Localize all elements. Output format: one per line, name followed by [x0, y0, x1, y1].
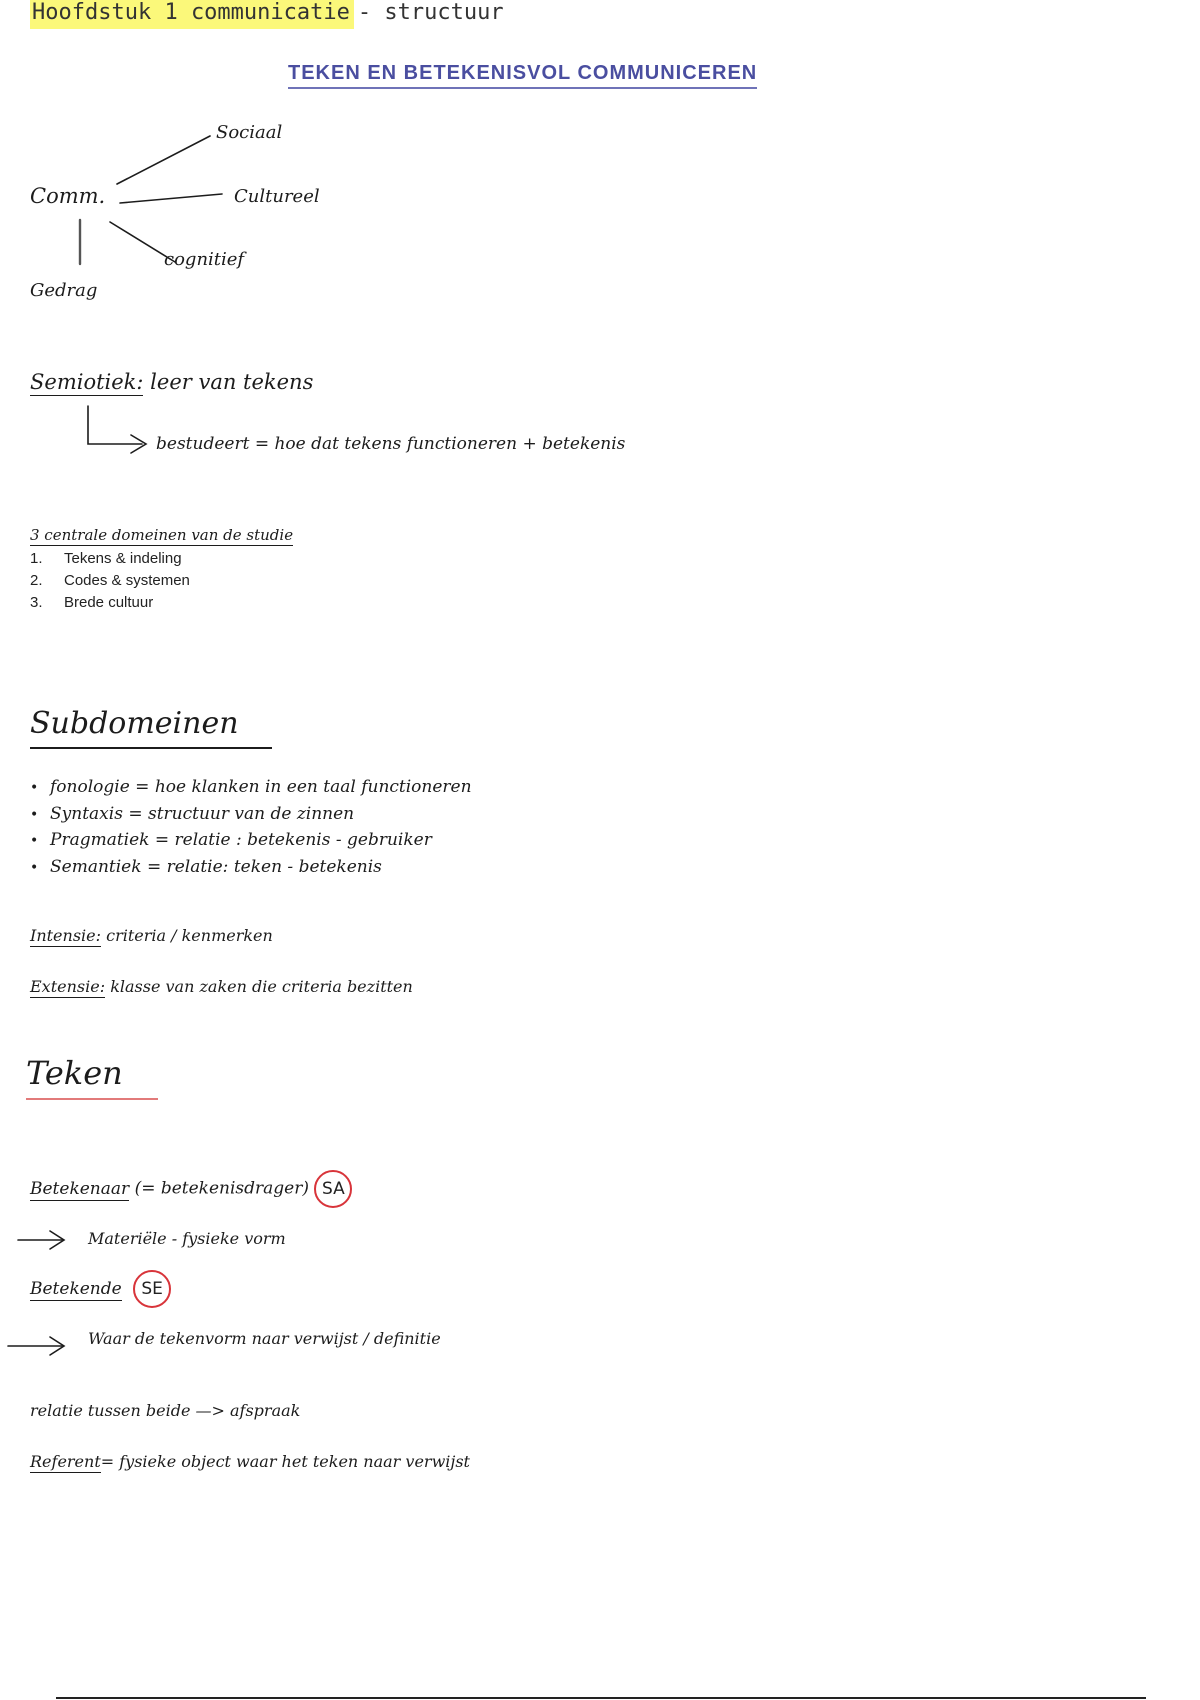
list-item: • Syntaxis = structuur van de zinnen — [30, 803, 355, 824]
branch-label-sociaal: Sociaal — [216, 122, 283, 143]
semiotiek-arrow-line — [88, 406, 142, 444]
domeinen-list — [30, 548, 190, 614]
semiotiek-definition: leer van tekens — [150, 370, 314, 394]
semiotiek-arrow-text: bestudeert = hoe dat tekens functioneren + betekenis — [156, 434, 626, 454]
subdomeinen-list — [30, 775, 472, 881]
list-item: • Semantiek = relatie: teken - betekenis — [30, 856, 382, 877]
intensie-def: criteria / kenmerken — [106, 926, 273, 945]
referent-line — [30, 1452, 470, 1471]
relatie-text: relatie tussen beide —> afspraak — [30, 1401, 301, 1420]
list-item: 3. Brede cultuur — [30, 594, 154, 611]
betekenaar-line — [30, 1170, 352, 1208]
intensie-term: Intensie: — [30, 926, 102, 945]
semiotiek-term: Semiotiek: — [30, 370, 144, 394]
list-item: 2. Codes & systemen — [30, 572, 190, 589]
comm-center-label: Comm. — [30, 184, 106, 208]
referent-def: = fysieke object waar het teken naar verwijst — [100, 1452, 470, 1471]
extensie-term: Extensie: — [30, 977, 106, 996]
branch-line-cultureel — [120, 194, 222, 203]
branch-line-sociaal — [117, 136, 210, 184]
domeinen-heading: 3 centrale domeinen van de studie — [30, 526, 294, 544]
se-badge: SE — [133, 1270, 171, 1308]
betekenaar-arrow-text: Materiële - fysieke vorm — [88, 1229, 286, 1248]
extensie-def: klasse van zaken die criteria bezitten — [110, 977, 413, 996]
semiotiek-line — [30, 370, 313, 394]
list-item: • Pragmatiek = relatie : betekenis - gebruiker — [30, 830, 432, 850]
teken-heading: Teken — [26, 1054, 158, 1100]
list-item: 1. Tekens & indeling — [30, 550, 182, 567]
referent-term: Referent — [30, 1452, 101, 1471]
branch-label-gedrag: Gedrag — [30, 280, 98, 301]
branch-label-cultureel: Cultureel — [234, 186, 320, 207]
sa-badge: SA — [314, 1170, 352, 1208]
extensie-line — [30, 977, 413, 996]
betekende-line — [30, 1270, 171, 1308]
subdomeinen-heading: Subdomeinen — [30, 706, 272, 749]
betekende-term: Betekende — [30, 1278, 122, 1299]
branch-label-cognitief: cognitief — [164, 249, 245, 270]
betekenaar-paren: (= betekenisdrager) — [134, 1178, 309, 1199]
intensie-line — [30, 926, 273, 945]
list-item: • fonologie = hoe klanken in een taal functioneren — [30, 777, 472, 797]
betekenaar-term: Betekenaar — [30, 1178, 130, 1199]
title-highlight: Hoofdstuk 1 communicatie — [30, 0, 354, 29]
title-rest: - structuur — [357, 0, 504, 25]
main-heading: TEKEN EN BETEKENISVOL COMMUNICEREN — [288, 62, 757, 89]
footer-rule — [56, 1697, 1146, 1699]
betekende-arrow-text: Waar de tekenvorm naar verwijst / definitie — [88, 1329, 441, 1348]
